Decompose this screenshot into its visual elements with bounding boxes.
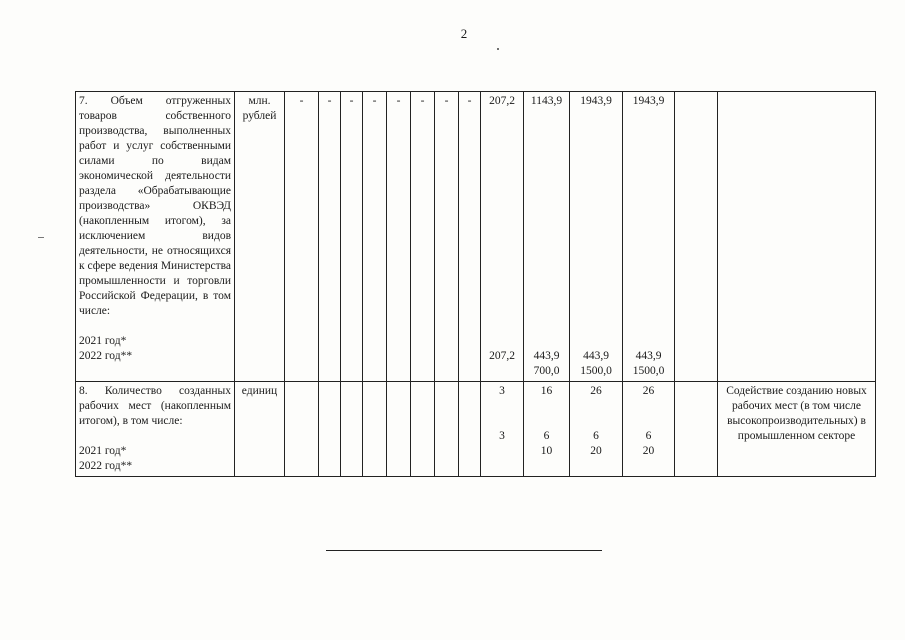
value-cell [435, 382, 459, 477]
value-cell: 3 3 [481, 382, 524, 477]
table-row [76, 382, 876, 477]
year-2022-label: 2022 год** [79, 350, 133, 362]
indicators-table [75, 91, 876, 477]
value-cell [341, 382, 363, 477]
value-cell: 16 6 10 [524, 382, 570, 477]
empty-cell [675, 92, 718, 382]
table-row [76, 92, 876, 382]
value-cell: 26 6 20 [623, 382, 675, 477]
value-cell: - [435, 92, 459, 382]
value-cell [363, 382, 387, 477]
value-cell: - [459, 92, 481, 382]
footnote-separator [326, 550, 602, 551]
year-2021-label: 2021 год* [79, 335, 127, 347]
value-cell: - [319, 92, 341, 382]
page-number: 2 [460, 26, 468, 41]
scan-speck [497, 48, 499, 50]
value-cell [459, 382, 481, 477]
scan-mark [38, 237, 44, 238]
value-cell: - [285, 92, 319, 382]
value-cell: - [411, 92, 435, 382]
indicator-name: 7. Объем отгруженных товаров собственного производства, выполненных работ и услуг собственными силами по видам экономической деятельности раздела «Обрабатывающие производства» ОКВЭД (накопленным итогом), за исключением видов деятельности, не относящихся к сфере ведения Министерства промышленности и торговли Российской Федерации, в том числе: 2021 год* 2022 год** [76, 92, 235, 382]
unit-cell: единиц [235, 382, 285, 477]
note-cell [718, 92, 876, 382]
value-cell: 1143,9 443,9 700,0 [524, 92, 570, 382]
value-cell: - [341, 92, 363, 382]
value-cell [319, 382, 341, 477]
indicator-name: 8. Количество созданных рабочих мест (накопленным итогом), в том числе: 2021 год* 2022 год** [76, 382, 235, 477]
value-cell: - [387, 92, 411, 382]
note-cell: Содействие созданию новых рабочих мест (в том числе высокопроизводительных) в промышленном секторе [718, 382, 876, 477]
year-2022-label: 2022 год** [79, 460, 133, 472]
empty-cell [675, 382, 718, 477]
value-cell [387, 382, 411, 477]
value-cell: 207,2 207,2 [481, 92, 524, 382]
value-cell [411, 382, 435, 477]
value-cell: 26 6 20 [570, 382, 623, 477]
value-cell: 1943,9 443,9 1500,0 [623, 92, 675, 382]
unit-cell: млн. рублей [235, 92, 285, 382]
value-cell [285, 382, 319, 477]
value-cell: 1943,9 443,9 1500,0 [570, 92, 623, 382]
year-2021-label: 2021 год* [79, 445, 127, 457]
value-cell: - [363, 92, 387, 382]
